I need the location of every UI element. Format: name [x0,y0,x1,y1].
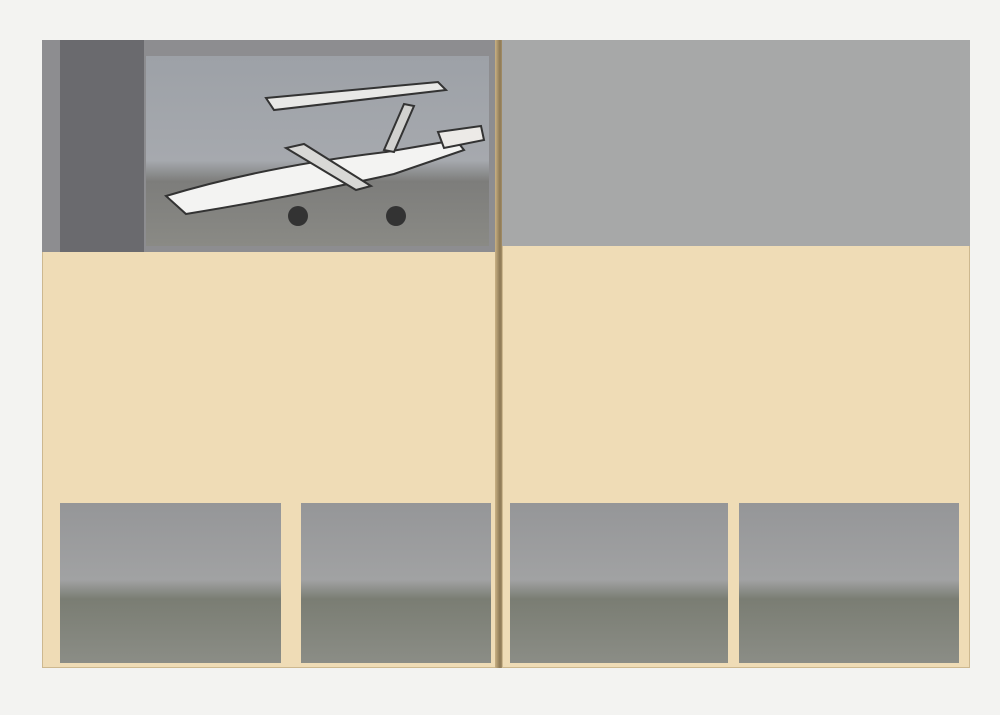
magazine-spread [42,40,970,668]
bottom-photo-4 [739,503,959,663]
plane-photo [146,56,489,246]
left-title-strip [60,40,144,252]
bottom-photo-2 [301,503,491,663]
biplane-icon [146,56,489,246]
right-page [502,40,970,668]
right-header-panel [502,40,970,246]
right-article [520,266,950,491]
bottom-photo-1 [60,503,281,663]
left-article [60,266,478,491]
left-page [42,40,497,668]
left-header-panel [42,40,497,252]
bottom-photo-3 [510,503,728,663]
